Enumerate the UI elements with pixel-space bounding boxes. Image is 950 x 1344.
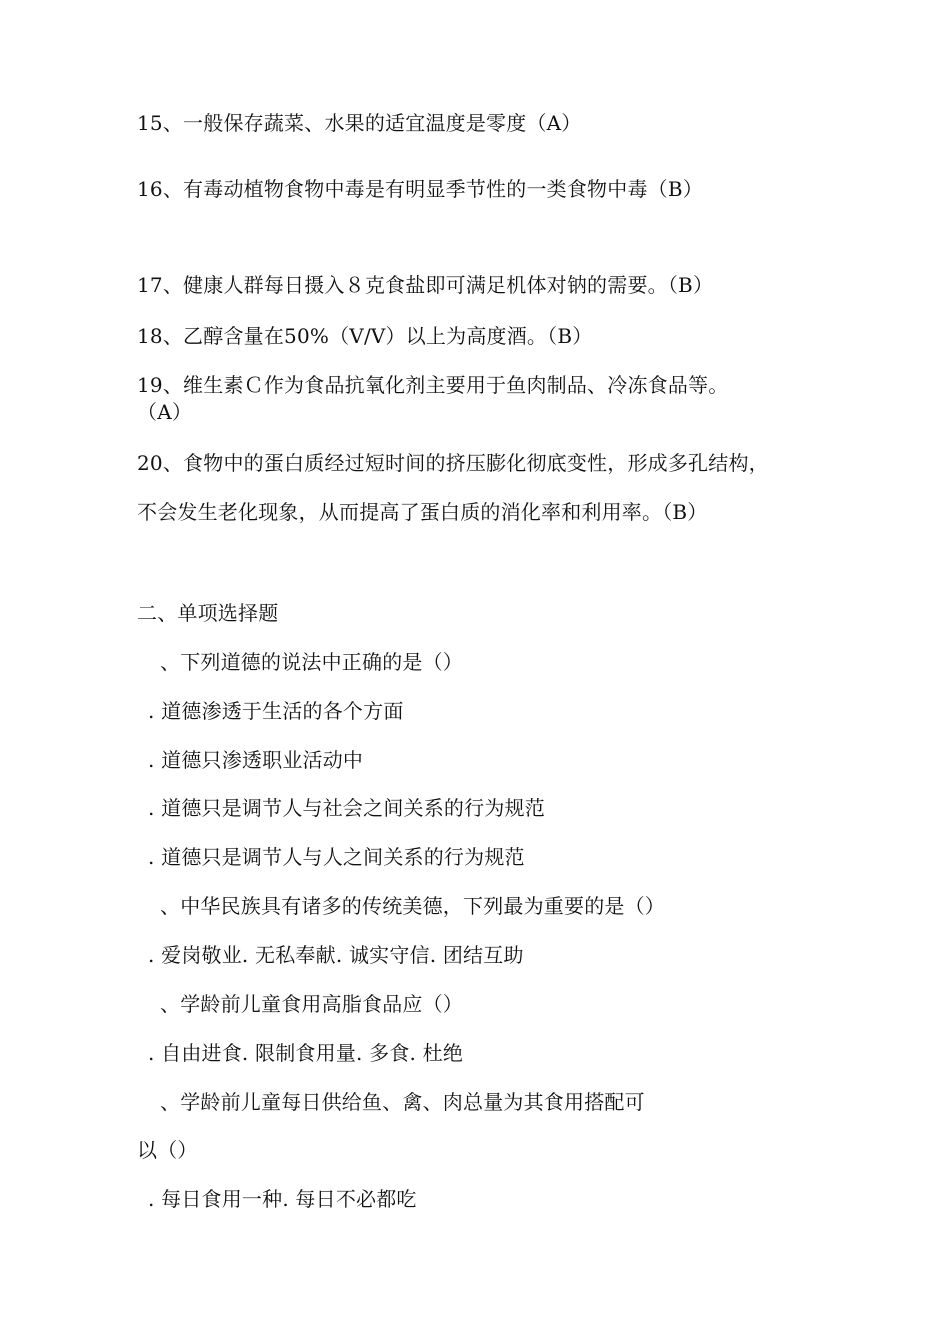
question-16: 16、有毒动植物食物中毒是有明显季节性的一类食物中毒（B） (137, 177, 703, 201)
mc-question-4: 、学龄前儿童每日供给鱼、禽、肉总量为其食用搭配可 (160, 1090, 645, 1114)
mc-options: . 爱岗敬业. 无私奉献. 诚实守信. 团结互助 (148, 943, 524, 967)
mc-question-3: 、学龄前儿童食用高脂食品应（） (160, 992, 463, 1016)
mc-option: . 道德渗透于生活的各个方面 (148, 699, 404, 723)
question-15: 15、一般保存蔬菜、水果的适宜温度是零度（A） (137, 111, 582, 135)
question-18: 18、乙醇含量在50%（V/V）以上为高度酒。（B） (137, 324, 593, 348)
question-19: 19、维生素Ｃ作为食品抗氧化剂主要用于鱼肉制品、冷冻食品等。 (137, 373, 729, 397)
mc-options: . 每日食用一种. 每日不必都吃 (148, 1187, 417, 1211)
mc-question-2: 、中华民族具有诸多的传统美德，下列最为重要的是（） (160, 894, 665, 918)
question-20: 20、食物中的蛋白质经过短时间的挤压膨化彻底变性，形成多孔结构， (137, 451, 769, 475)
mc-option: . 道德只是调节人与社会之间关系的行为规范 (148, 796, 545, 820)
section-heading: 二、单项选择题 (137, 601, 279, 625)
mc-option: . 道德只是调节人与人之间关系的行为规范 (148, 845, 525, 869)
mc-option: . 道德只渗透职业活动中 (148, 748, 364, 772)
question-19-answer: （A） (137, 400, 193, 424)
question-17: 17、健康人群每日摄入８克食盐即可满足机体对钠的需要。（B） (137, 273, 714, 297)
question-20-continued: 不会发生老化现象，从而提高了蛋白质的消化率和利用率。（B） (137, 500, 708, 524)
mc-question-1: 、下列道德的说法中正确的是（） (160, 650, 463, 674)
mc-question-4-continued: 以（） (137, 1138, 198, 1162)
mc-options: . 自由进食. 限制食用量. 多食. 杜绝 (148, 1041, 464, 1065)
